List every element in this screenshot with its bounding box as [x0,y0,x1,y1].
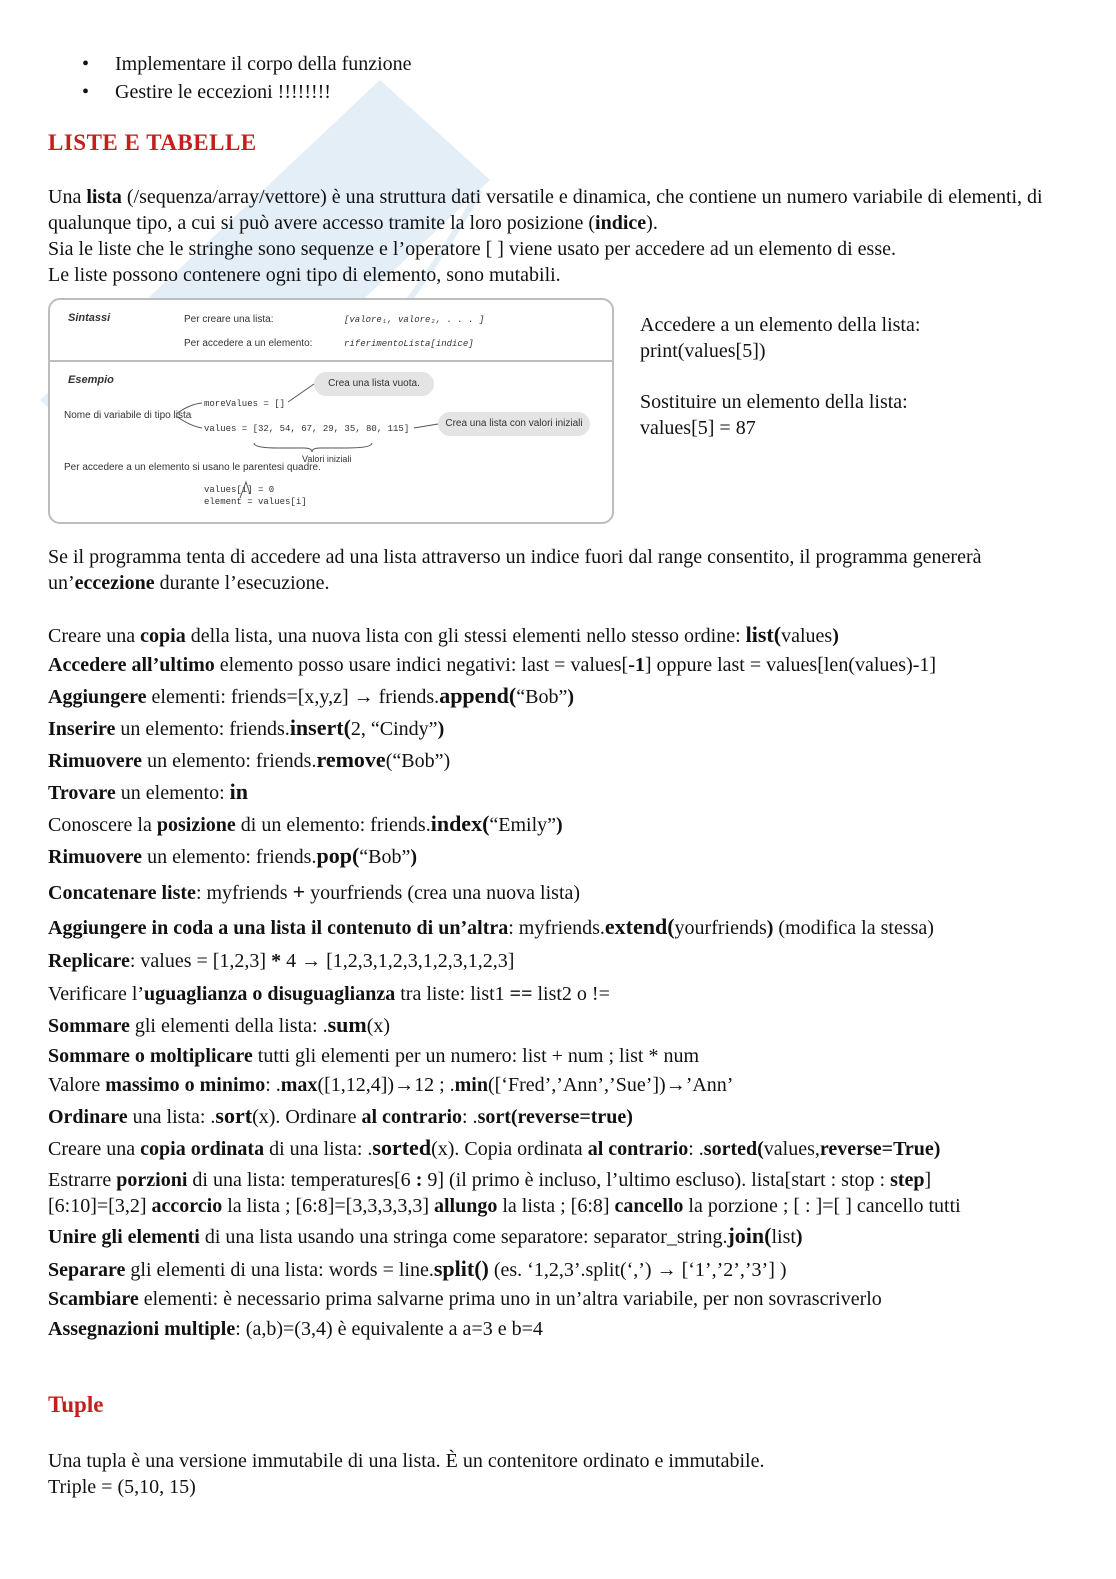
list-item: Verificare l’uguaglianza o disuguaglianza tra liste: list1 == list2 o != [48,983,610,1005]
code-more-values: moreValues = [] [204,399,286,409]
section-heading-lists: LISTE E TABELLE [48,130,257,155]
tuple-paragraph: Una tupla è una versione immutabile di una lista. È un contenitore ordinato e immutabile. Triple = (5,10, 15) [48,1450,765,1498]
figure-sintassi-label: Sintassi [68,312,111,324]
side-note-access [640,312,920,364]
list-item: Unire gli elementi di una lista usando una stringa come separatore: separator_string.join(list) [48,1223,803,1248]
list-item: Separare gli elementi di una lista: words = line.split() (es. ‘1,2,3’.split(‘,’) → [‘1’,’2’,’3’] ) [48,1256,787,1281]
figure-esempio-label: Esempio [68,374,114,386]
bullet-list [82,50,412,106]
side-note-replace-text: Sostituire un elemento della lista: [640,391,908,413]
callout-initial-values: Crea una lista con valori iniziali [438,412,590,436]
list-item: Rimuovere un elemento: friends.remove(“Bob”) [48,747,451,772]
list-item: Concatenare liste: myfriends + yourfriends (crea una nuova lista) [48,879,581,904]
figure-access-label: Per accedere a un elemento: [184,338,313,349]
list-item: Estrarre porzioni di una lista: temperatures[6 : 9] (il primo è incluso, l’ultimo escluso). lista[start : stop : step] [48,1169,932,1191]
list-item: Replicare: values = [1,2,3] * 4 → [1,2,3,1,2,3,1,2,3,1,2,3] [48,950,515,972]
list-item: [6:10]=[3,2] accorcio la lista ; [6:8]=[3,3,3,3,3] allungo la lista ; [6:8] cancello la porzione ; [ : ]=[ ] cancello tutti [48,1195,961,1217]
code-assign: values[i] = 0 [204,485,275,495]
list-item: Assegnazioni multiple: (a,b)=(3,4) è equivalente a a=3 e b=4 [48,1318,543,1340]
list-item: Ordinare una lista: .sort(x). Ordinare al contrario: .sort(reverse=true) [48,1103,633,1128]
code-values: values = [32, 54, 67, 29, 35, 80, 115] [204,424,410,434]
figure-valori-label: Valori iniziali [302,454,352,464]
list-item: Valore massimo o minimo: .max([1,12,4])→12 ; .min([‘Fred’,’Ann’,’Sue’])→’Ann’ [48,1074,734,1096]
figure-access-code: riferimentoLista[indice] [344,339,474,349]
list-item: Aggiungere in coda a una lista il contenuto di un’altra: myfriends.extend(yourfriends) (modifica la stessa) [48,914,934,939]
list-item: Inserire un elemento: friends.insert(2, “Cindy”) [48,715,445,740]
figure-create-label: Per creare una lista: [184,314,274,325]
list-item: Creare una copia della lista, una nuova lista con gli stessi elementi nello stesso ordine: list(values) [48,622,839,647]
list-item: Sommare o moltiplicare tutti gli elementi per un numero: list + num ; list * num [48,1045,700,1067]
side-note-access-code: print(values[5]) [640,340,766,362]
list-item: Accedere all’ultimo elemento posso usare indici negativi: last = values[-1] oppure last = values[len(values)-1] [48,654,937,676]
list-item: Trovare un elemento: in [48,779,248,804]
list-item: Rimuovere un elemento: friends.pop(“Bob”) [48,843,418,868]
callout-empty-list: Crea una lista vuota. [314,372,434,396]
list-item: Conoscere la posizione di un elemento: friends.index(“Emily”) [48,811,563,836]
syntax-figure [48,298,614,524]
list-item: Scambiare elementi: è necessario prima salvarne prima uno in un’altra variabile, per non sovrascriverlo [48,1288,882,1310]
section-heading-tuple: Tuple [48,1392,104,1417]
side-note-replace-code: values[5] = 87 [640,417,756,439]
exception-paragraph: Se il programma tenta di accedere ad una lista attraverso un indice fuori dal range consentito, il programma genererà un’eccezione durante l’esecuzione. [48,546,982,594]
list-item: Aggiungere elementi: friends=[x,y,z] → friends.append(“Bob”) [48,683,574,708]
bullet-item: • Gestire le eccezioni !!!!!!!! [82,78,412,106]
figure-var-name-label: Nome di variabile di tipo lista [64,410,192,421]
list-item: Sommare gli elementi della lista: .sum(x) [48,1012,391,1037]
figure-bracket-note: Per accedere a un elemento si usano le parentesi quadre. [64,462,321,473]
intro-paragraph: Una lista (/sequenza/array/vettore) è una struttura dati versatile e dinamica, che contiene un numero variabile di elementi, di qualunque tipo, a cui si può avere accesso tramite la loro posizione (indice). Sia le liste che le stringhe sono sequenze e l’operatore [ ] viene usato per accedere ad un elemento di esse. Le liste possono contenere ogni tipo di elemento, sono mutabili. [48,186,1043,286]
bullet-item: • Implementare il corpo della funzione [82,50,412,78]
code-element: element = values[i] [204,497,307,507]
figure-create-code: [valore₁, valore₂, . . . ] [344,315,485,325]
side-note-access-text: Accedere a un elemento della lista: [640,314,921,336]
list-item: Creare una copia ordinata di una lista: .sorted(x). Copia ordinata al contrario: .sorted(values,reverse=True) [48,1135,941,1160]
figure-connectors [50,300,612,522]
side-note-replace [640,389,908,441]
